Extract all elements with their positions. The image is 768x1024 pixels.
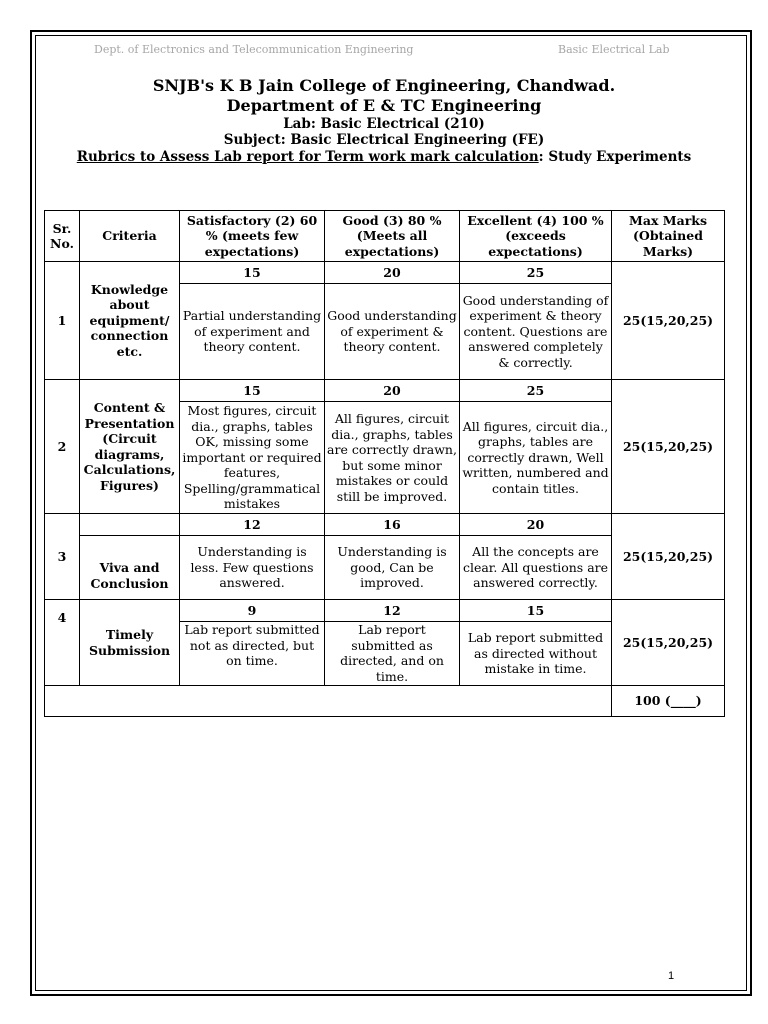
row-criteria: Knowledge about equipment/ connection etc. xyxy=(80,262,180,380)
header-excellent: Excellent (4) 100 % (exceeds expectations) xyxy=(460,211,612,262)
row-max-marks: 25(15,20,25) xyxy=(612,380,725,514)
table-row-2-marks xyxy=(45,380,725,402)
mark-satisfactory: 9 xyxy=(180,600,325,622)
header-good: Good (3) 80 % (Meets all expectations) xyxy=(325,211,460,262)
mark-satisfactory: 12 xyxy=(180,514,325,536)
desc-excellent: Lab report submitted as directed without mistake in time. xyxy=(460,622,612,686)
table-row-4-marks xyxy=(45,600,725,622)
row-max-marks: 25(15,20,25) xyxy=(612,514,725,600)
header-department: Dept. of Electronics and Telecommunication Engineering xyxy=(94,43,414,56)
row-sr-no: 2 xyxy=(45,380,80,514)
row-criteria-blank xyxy=(80,514,180,536)
lab-name: Lab: Basic Electrical (210) xyxy=(283,116,485,132)
table-row-3-marks xyxy=(45,514,725,536)
mark-excellent: 25 xyxy=(460,380,612,402)
mark-excellent: 20 xyxy=(460,514,612,536)
total-marks: 100 (____) xyxy=(612,686,725,717)
mark-good: 20 xyxy=(325,262,460,284)
rubric-title-underlined: Rubrics to Assess Lab report for Term work mark calculation xyxy=(76,149,539,165)
page-number: 1 xyxy=(668,970,675,982)
table-header-row xyxy=(45,211,725,262)
mark-excellent: 15 xyxy=(460,600,612,622)
row-sr-no: 3 xyxy=(45,514,80,600)
desc-good: Lab report submitted as directed, and on time. xyxy=(325,622,460,686)
header-sr-no: Sr. No. xyxy=(45,211,80,262)
desc-satisfactory: Lab report submitted not as directed, but on time. xyxy=(180,622,325,686)
header-satisfactory: Satisfactory (2) 60 % (meets few expectations) xyxy=(180,211,325,262)
row-max-marks: 25(15,20,25) xyxy=(612,262,725,380)
row-criteria: Content & Presentation (Circuit diagrams, Calculations, Figures) xyxy=(80,380,180,514)
table-total-row xyxy=(45,686,725,717)
mark-good: 16 xyxy=(325,514,460,536)
desc-excellent: All the concepts are clear. All questions are answered correctly. xyxy=(460,536,612,600)
header-criteria: Criteria xyxy=(80,211,180,262)
row-sr-no: 4 xyxy=(45,600,80,686)
desc-good: All figures, circuit dia., graphs, tables are correctly drawn, but some minor mistakes or could still be improved. xyxy=(325,402,460,514)
desc-satisfactory: Most figures, circuit dia., graphs, tables OK, missing some important or required features, Spelling/grammatical mistakes xyxy=(180,402,325,514)
desc-good: Good understanding of experiment & theory content. xyxy=(325,284,460,380)
row-criteria: Viva and Conclusion xyxy=(80,536,180,600)
mark-satisfactory: 15 xyxy=(180,380,325,402)
header-max-marks: Max Marks (Obtained Marks) xyxy=(612,211,725,262)
college-name: SNJB's K B Jain College of Engineering, Chandwad. xyxy=(152,76,616,95)
mark-satisfactory: 15 xyxy=(180,262,325,284)
desc-excellent: All figures, circuit dia., graphs, tables are correctly drawn, Well written, numbered and contain titles. xyxy=(460,402,612,514)
desc-good: Understanding is good, Can be improved. xyxy=(325,536,460,600)
row-criteria: Timely Submission xyxy=(80,600,180,686)
total-blank xyxy=(45,686,612,717)
title-block xyxy=(40,76,728,166)
rubric-title xyxy=(40,148,728,166)
rubric-table xyxy=(44,210,725,717)
desc-excellent: Good understanding of experiment & theory content. Questions are answered completely & correctly. xyxy=(460,284,612,380)
row-sr-no: 1 xyxy=(45,262,80,380)
subject-name: Subject: Basic Electrical Engineering (FE) xyxy=(223,132,545,148)
table-row-1-marks xyxy=(45,262,725,284)
header-lab: Basic Electrical Lab xyxy=(558,43,670,56)
row-max-marks: 25(15,20,25) xyxy=(612,600,725,686)
department-name: Department of E & TC Engineering xyxy=(226,96,542,115)
rubric-title-rest: : Study Experiments xyxy=(538,149,692,165)
desc-satisfactory: Partial understanding of experiment and theory content. xyxy=(180,284,325,380)
mark-good: 12 xyxy=(325,600,460,622)
mark-good: 20 xyxy=(325,380,460,402)
desc-satisfactory: Understanding is less. Few questions answered. xyxy=(180,536,325,600)
mark-excellent: 25 xyxy=(460,262,612,284)
